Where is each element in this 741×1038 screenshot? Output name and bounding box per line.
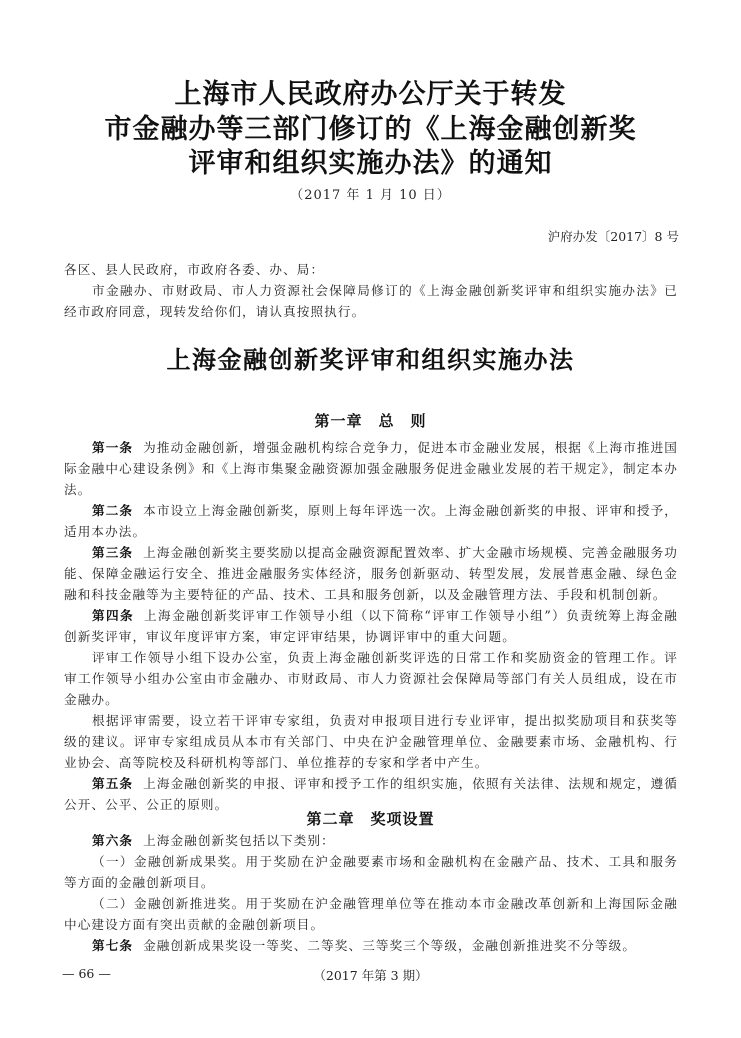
article-text: 金融创新成果奖设一等奖、二等奖、三等奖三个等级，金融创新推进奖不分等级。 bbox=[143, 938, 637, 953]
article-paragraph bbox=[64, 893, 678, 935]
article-label: 第四条 bbox=[92, 608, 135, 623]
article-text: 上海金融创新奖包括以下类别： bbox=[143, 833, 335, 848]
notice-title-line-3: 评审和组织实施办法》的通知 bbox=[188, 148, 553, 179]
article-text: 本市设立上海金融创新奖，原则上每年评选一次。上海金融创新奖的申报、评审和授予，适用本办法。 bbox=[64, 503, 678, 539]
article-label: 第一条 bbox=[92, 440, 134, 455]
article-paragraph bbox=[64, 830, 678, 851]
article-text: 上海金融创新奖主要奖励以提高金融资源配置效率、扩大金融市场规模、完善金融服务功能、保障金融运行安全、推进金融服务实体经济，服务创新驱动、转型发展，发展普惠金融、绿色金融和科技金融等为主要特征的产品、技术、工具和服务创新，以及金融管理方法、手段和机制创新。 bbox=[64, 545, 678, 602]
page-number: — 66 — bbox=[62, 966, 111, 981]
addressee: 各区、县人民政府，市政府各委、办、局： bbox=[64, 262, 325, 277]
article-paragraph bbox=[64, 851, 678, 893]
article-text: 上海金融创新奖的申报、评审和授予工作的组织实施，依照有关法律、法规和规定，遵循公开、公平、公正的原则。 bbox=[64, 776, 678, 812]
article-text: 为推动金融创新，增强金融机构综合竞争力，促进本市金融业发展，根据《上海市推进国际金融中心建设条例》和《上海市集聚金融资源加强金融服务促进金融业发展的若干规定》，制定本办法。 bbox=[64, 440, 678, 497]
issue-label: （2017 年第 3 期） bbox=[313, 968, 428, 983]
article-label: 第二条 bbox=[92, 503, 134, 518]
article-text: （一）金融创新成果奖。用于奖励在沪金融要素市场和金融机构在金融产品、技术、工具和服务等方面的金融创新项目。 bbox=[64, 854, 678, 890]
article-paragraph bbox=[64, 542, 678, 605]
article-paragraph bbox=[64, 647, 678, 710]
article-label: 第三条 bbox=[92, 545, 134, 560]
article-paragraph bbox=[64, 437, 678, 500]
notice-date: （2017 年 1 月 10 日） bbox=[290, 188, 451, 203]
chapter-heading-1: 第一章 总 则 bbox=[314, 412, 427, 430]
notice-title-line-2: 市金融办等三部门修订的《上海金融创新奖 bbox=[104, 114, 637, 145]
article-text: 评审工作领导小组下设办公室，负责上海金融创新奖评选的日常工作和奖励资金的管理工作。评审工作领导小组办公室由市金融办、市财政局、市人力资源社会保障局等部门有关人员组成，设在市金融办。 bbox=[64, 650, 678, 707]
notice-body bbox=[64, 259, 678, 322]
article-text: （二）金融创新推进奖。用于奖励在沪金融管理单位等在推动本市金融改革创新和上海国际金融中心建设方面有突出贡献的金融创新项目。 bbox=[64, 896, 678, 932]
article-paragraph bbox=[64, 500, 678, 542]
chapter-1-body bbox=[64, 437, 678, 815]
article-text: 上海金融创新奖评审工作领导小组（以下简称“评审工作领导小组”）负责统筹上海金融创新奖评审，审议年度评审方案，审定评审结果，协调评审中的重大问题。 bbox=[64, 608, 678, 644]
article-text: 根据评审需要，设立若干评审专家组，负责对申报项目进行专业评审，提出拟奖励项目和获奖等级的建议。评审专家组成员从本市有关部门、中央在沪金融管理单位、金融要素市场、金融机构、行业协会、高等院校及科研机构等部门、单位推荐的专家和学者中产生。 bbox=[64, 713, 678, 770]
article-paragraph bbox=[64, 935, 678, 956]
chapter-2-body bbox=[64, 830, 678, 956]
chapter-heading-2: 第二章 奖项设置 bbox=[306, 810, 435, 828]
article-label: 第五条 bbox=[92, 776, 134, 791]
article-label: 第六条 bbox=[92, 833, 134, 848]
document-number: 沪府办发〔2017〕8 号 bbox=[547, 229, 679, 244]
article-paragraph bbox=[64, 605, 678, 647]
article-label: 第七条 bbox=[92, 938, 134, 953]
notice-title-line-1: 上海市人民政府办公厅关于转发 bbox=[174, 79, 567, 110]
article-paragraph bbox=[64, 710, 678, 773]
regulation-title: 上海金融创新奖评审和组织实施办法 bbox=[166, 345, 575, 374]
notice-paragraph: 市金融办、市财政局、市人力资源社会保障局修订的《上海金融创新奖评审和组织实施办法》已经市政府同意，现转发给你们，请认真按照执行。 bbox=[64, 283, 678, 319]
